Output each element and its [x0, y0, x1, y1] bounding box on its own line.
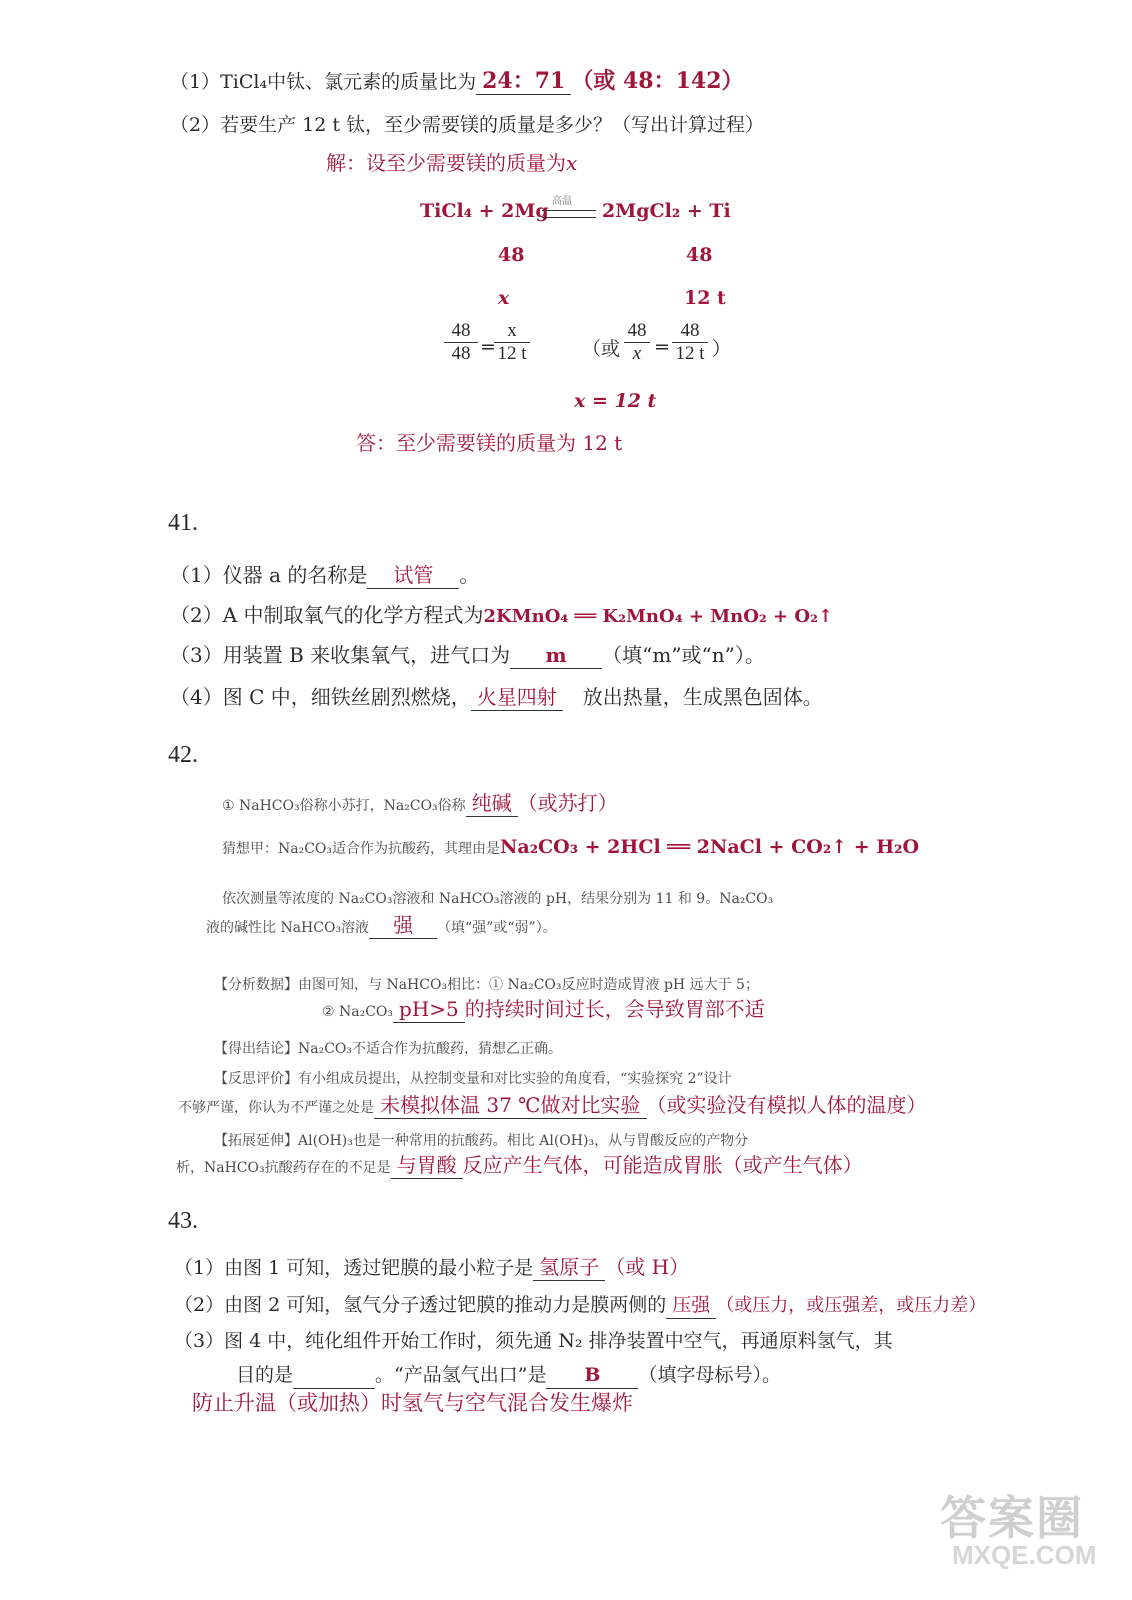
- q42-line-6: [322, 996, 765, 1025]
- q42-line-2-answer: Na₂CO₃ + 2HCl ══ 2NaCl + CO₂↑ + H₂O: [500, 836, 920, 858]
- q41-3-answer: m: [510, 642, 602, 669]
- unknown-mg: x: [498, 287, 510, 309]
- q43-3b-text: 目的是: [236, 1364, 294, 1386]
- q42-line-1-alt: （或苏打）: [517, 791, 618, 815]
- fraction-4-den: 12 t: [675, 343, 705, 364]
- fraction-2-den: 12 t: [497, 343, 527, 364]
- q42-line-6-answer-b: 的持续时间过长，会导致胃部不适: [464, 997, 765, 1021]
- q42-line-1: [222, 790, 618, 819]
- q42-line-10: 【拓展延伸】Al(OH)₃也是一种常用的抗酸药。相比 Al(OH)₃，从与胃酸反应的产物分: [214, 1133, 749, 1149]
- fraction-3-num: 48: [624, 320, 650, 343]
- q41-2: [170, 602, 833, 630]
- q41-number: 41.: [168, 510, 198, 536]
- q42-line-11-answer-a: 与胃酸: [391, 1152, 463, 1179]
- equals-1: =: [480, 336, 496, 358]
- equals-2: =: [654, 336, 670, 358]
- q40-1: [170, 68, 744, 95]
- q40-1-alt: （或 48：142）: [571, 68, 744, 94]
- fraction-2: [494, 320, 530, 365]
- fraction-4: [672, 320, 708, 365]
- q41-4: [170, 684, 823, 711]
- q42-line-11: [176, 1152, 863, 1181]
- q42-line-2: [222, 834, 919, 862]
- final-answer: 答：至少需要镁的质量为 12 t: [356, 431, 623, 455]
- q42-line-9-text: 不够严谨，你认为不严谨之处是: [178, 1100, 374, 1116]
- q43-3b-mid: 。“产品氢气出口”是: [375, 1364, 547, 1386]
- q41-1: [170, 562, 479, 589]
- q42-line-9-answer-a: 未模拟体温 37 ℃做对比实验: [374, 1092, 647, 1119]
- q42-line-6-text: ② Na₂CO₃: [322, 1004, 394, 1020]
- fraction-1: [444, 320, 478, 365]
- q40-1-text: （1）TiCl₄中钛、氯元素的质量比为: [170, 71, 477, 93]
- q42-line-4-answer: 强: [369, 912, 437, 939]
- q43-1-answer: 氢原子: [533, 1254, 605, 1281]
- q43-3b-end: （填字母标号）。: [638, 1364, 781, 1386]
- q41-4-answer: 火星四射: [471, 684, 563, 711]
- q42-line-2-text: 猜想甲：Na₂CO₃适合作为抗酸药，其理由是: [222, 841, 501, 857]
- alt-close: ）: [712, 338, 732, 360]
- q41-3: [170, 642, 765, 669]
- q43-3b-answer: B: [546, 1362, 638, 1389]
- q42-line-5: 【分析数据】由图可知，与 NaHCO₃相比：① Na₂CO₃反应时造成胃液 pH 远大于 5；: [214, 977, 759, 993]
- fraction-1-den: 48: [451, 343, 471, 364]
- q41-1-answer: 试管: [367, 562, 459, 589]
- mass-ti: 48: [686, 244, 713, 266]
- q42-line-4-text: 液的碱性比 NaHCO₃溶液: [206, 920, 370, 936]
- fraction-3-den: x: [632, 343, 642, 364]
- eq-double-line: [542, 210, 596, 218]
- q43-3-answer: 防止升温（或加热）时氢气与空气混合发生爆炸: [192, 1391, 633, 1415]
- solution-intro: [326, 150, 577, 176]
- q43-3b-blank: [293, 1362, 375, 1389]
- watermark-url: MXQE.COM: [952, 1540, 1097, 1570]
- q43-1-alt: （或 H）: [605, 1255, 690, 1279]
- fraction-2-num: x: [494, 320, 530, 343]
- fraction-3: [624, 320, 650, 365]
- q41-4-text: （4）图 C 中，细铁丝剧烈燃烧，: [170, 685, 471, 709]
- q43-2-alt: （或压力，或压强差，或压力差）: [716, 1295, 987, 1316]
- q43-number: 43.: [168, 1208, 198, 1234]
- q43-3: （3）图 4 中，纯化组件开始工作时，须先通 N₂ 排净装置中空气，再通原料氢气，其: [174, 1330, 893, 1352]
- q42-line-4-end: （填“强”或“弱”）。: [437, 920, 557, 936]
- q40-1-answer: 24：71: [476, 68, 571, 95]
- unknown-ti: 12 t: [684, 287, 726, 309]
- alt-open: （或: [582, 338, 621, 360]
- q42-line-11-answer-b: 反应产生气体，可能造成胃胀（或产生气体）: [462, 1153, 863, 1177]
- q43-3b: [236, 1362, 781, 1389]
- q40-2: （2）若要生产 12 t 钛，至少需要镁的质量是多少？（写出计算过程）: [170, 114, 765, 136]
- solution-var: x: [566, 151, 578, 175]
- q43-2: [174, 1292, 986, 1319]
- q42-line-1-answer: 纯碱: [466, 790, 518, 817]
- q42-number: 42.: [168, 742, 198, 768]
- q43-1: [174, 1254, 689, 1281]
- solution-intro-text: 解：设至少需要镁的质量为: [326, 151, 566, 175]
- q41-3-text: （3）用装置 B 来收集氧气，进气口为: [170, 643, 511, 667]
- q43-2-answer: 压强: [666, 1292, 716, 1319]
- result: x = 12 t: [574, 390, 657, 412]
- eq-right: 2MgCl₂ + Ti: [602, 200, 731, 222]
- fraction-4-num: 48: [672, 320, 708, 343]
- q42-line-7: 【得出结论】Na₂CO₃不适合作为抗酸药，猜想乙正确。: [214, 1041, 563, 1057]
- watermark-logo: 答案圈: [940, 1492, 1084, 1544]
- q42-line-11-text: 析，NaHCO₃抗酸药存在的不足是: [176, 1160, 391, 1176]
- q42-line-8: 【反思评价】有小组成员提出，从控制变量和对比实验的角度看，“实验探究 2”设计: [214, 1071, 732, 1087]
- q41-1-text: （1）仪器 a 的名称是: [170, 563, 368, 587]
- q42-line-3: 依次测量等浓度的 Na₂CO₃溶液和 NaHCO₃溶液的 pH，结果分别为 11 和 9。Na₂CO₃: [222, 891, 774, 907]
- q42-line-9: [178, 1092, 927, 1121]
- eq-condition: 高温: [552, 196, 572, 207]
- q43-1-text: （1）由图 1 可知，透过钯膜的最小粒子是: [174, 1257, 534, 1279]
- eq-left: TiCl₄ + 2Mg: [420, 200, 549, 222]
- q42-line-1-text: ① NaHCO₃俗称小苏打，Na₂CO₃俗称: [222, 798, 466, 814]
- q41-4-end: 放出热量，生成黑色固体。: [582, 685, 823, 709]
- q41-2-text: （2）A 中制取氧气的化学方程式为: [170, 603, 484, 627]
- q43-2-text: （2）由图 2 可知，氢气分子透过钯膜的推动力是膜两侧的: [174, 1294, 667, 1316]
- fraction-1-num: 48: [444, 320, 478, 343]
- q42-line-9-answer-b: （或实验没有模拟人体的温度）: [646, 1093, 927, 1117]
- q41-2-answer: 2KMnO₄ ══ K₂MnO₄ + MnO₂ + O₂↑: [483, 606, 834, 627]
- mass-mg: 48: [498, 244, 525, 266]
- q41-1-end: 。: [459, 563, 480, 587]
- q41-3-end: （填“m”或“n”）。: [602, 643, 765, 667]
- q42-line-4: [206, 912, 557, 941]
- q42-line-6-answer-a: pH>5: [393, 996, 465, 1023]
